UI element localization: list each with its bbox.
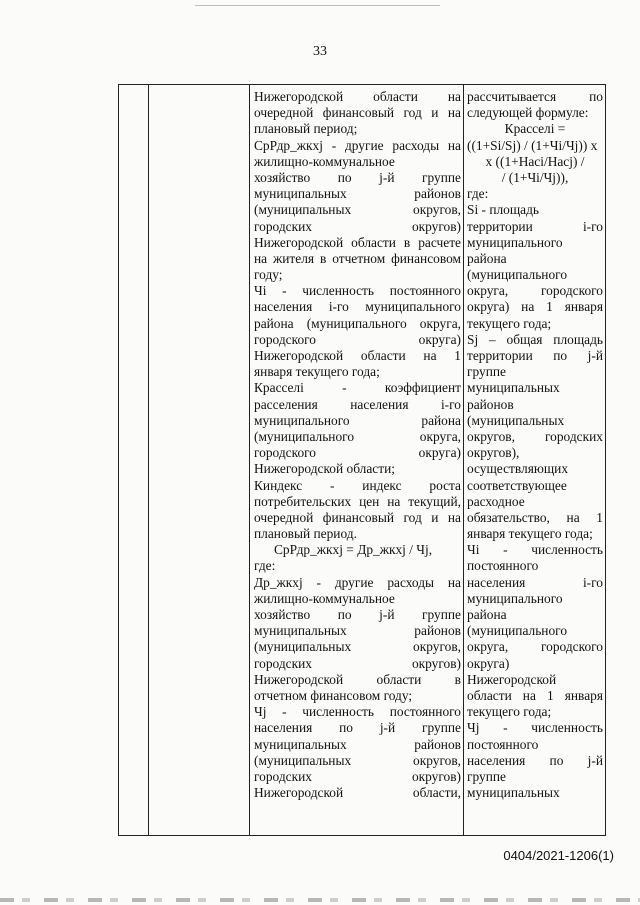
text-line: следующей формуле: [467,105,589,121]
text-line: очередной финансовый год и на [254,105,461,121]
text-line: году; [254,267,283,283]
text-line: Чi - численность [467,542,603,558]
column-4-text [467,89,603,801]
text-line: постоянного [467,558,539,574]
text-line: очередной финансовый год и на [254,509,461,525]
text-line: районов [467,396,514,412]
text-line: муниципальных районов [254,186,461,202]
page-number: 33 [313,44,327,59]
text-line: Нижегородской области, [254,785,461,801]
text-line: района [467,607,507,622]
column-3-text [254,89,461,801]
text-line: ((1+Si/Sj) / (1+Чi/Чj)) x [467,137,598,153]
document-table [118,84,606,836]
text-line: обязательство, на 1 [467,509,603,525]
text-line: Нижегородской [467,671,557,687]
text-line: постоянного [467,736,539,752]
text-line: Др_жкхj - другие расходы на [254,574,461,590]
text-line: (муниципального округа, [254,428,461,444]
text-line: Нижегородской области; [254,461,395,477]
text-line: января текущего года; [467,526,593,542]
text-line: января текущего года; [254,364,380,380]
text-line: городского округа) [254,445,461,461]
text-line: муниципального [467,590,563,606]
text-line: Кpacceлi - коэффициент [254,380,461,396]
text-line: области на 1 января [467,687,603,703]
text-line: округа) [467,655,510,671]
text-line: на жителя в отчетном финансовом [254,250,461,266]
text-line: расселения населения i-го [254,396,461,412]
text-line: где: [254,558,276,574]
text-line: населения по j-й группе [254,720,461,736]
text-line: хозяйство по j-й группе [254,169,461,185]
text-line: населения i-го [467,574,603,590]
table-column-1 [119,85,149,835]
text-line: Нижегородской области в [254,671,461,687]
text-line: Кpacceлi = [504,121,566,137]
text-line: округа) на 1 января [467,299,603,315]
text-line: группе [467,768,506,784]
text-line: муниципального района [254,412,461,428]
text-line: Si - площадь [467,202,540,218]
text-line: Нижегородской области на 1 [254,348,461,363]
text-line: группе [467,364,506,380]
text-line: муниципальных районов [254,623,461,639]
text-line: СрРдр_жкхj = Др_жкхj / Чj, [274,542,433,558]
text-line: Чj - численность [467,720,603,736]
text-line: (муниципальных округов, [254,639,461,655]
text-line: плановый период; [254,121,358,137]
table-column-3 [250,85,464,835]
text-line: района [467,250,507,266]
text-line: хозяйство по j-й группе [254,607,461,622]
text-line: СрРдр_жкхj - другие расходы на [254,137,461,153]
text-line: отчетном финансовом году; [254,687,413,703]
text-line: (муниципального [467,623,568,639]
text-line: городских округов) [254,218,461,234]
text-line: жилищно-коммунальное [254,590,395,606]
text-line: текущего года; [467,315,552,331]
text-line: населения по j-й [467,752,603,768]
text-line: Нижегородской области в расчете [254,234,461,250]
text-line: рассчитывается по [467,89,603,104]
text-line: муниципальных [467,785,560,801]
top-rule [195,5,440,6]
text-line: территории по j-й [467,348,603,363]
text-line: района (муниципального округа, [254,315,461,331]
text-line: текущего года; [467,704,552,720]
text-line: округа, городского [467,283,603,299]
text-line: Чi - численность постоянного [254,283,461,299]
text-line: Чj - численность постоянного [254,704,461,720]
table-column-2 [149,85,250,835]
document-code: 0404/2021-1206(1) [503,848,614,863]
text-line: территории i-го [467,218,603,234]
text-line: (муниципальных округов, [254,752,461,768]
text-line: городского округа) [254,331,461,347]
text-line: потребительских цен на текущий, [254,493,461,509]
scan-artifact [0,898,640,902]
text-line: округов, городских [467,428,603,444]
text-line: (муниципальных [467,412,565,428]
text-line: жилищно-коммунальное [254,153,395,169]
text-line: муниципальных районов [254,736,461,752]
text-line: (муниципальных округов, [254,202,461,218]
text-line: округа, городского [467,639,603,655]
text-line: расходное [467,493,525,509]
text-line: (муниципального [467,267,568,283]
text-line: городских округов) [254,655,461,671]
table-column-4 [464,85,605,835]
text-line: Sj – общая площадь [467,331,603,347]
text-line: где: [467,186,489,202]
text-line: соответствующее [467,477,567,493]
text-line: / (1+Чi/Чj)), [501,169,569,185]
text-line: осуществляющих [467,461,569,477]
text-line: округов), [467,445,520,461]
text-line: городских округов) [254,768,461,784]
text-line: Нижегородской области на [254,89,461,104]
text-line: Киндекс - индекс роста [254,477,461,493]
text-line: населения i-го муниципального [254,299,461,315]
text-line: плановый период. [254,526,357,542]
text-line: x ((1+Hacі/Hacj) / [485,153,585,169]
text-line: муниципальных [467,380,560,396]
text-line: муниципального [467,234,563,250]
